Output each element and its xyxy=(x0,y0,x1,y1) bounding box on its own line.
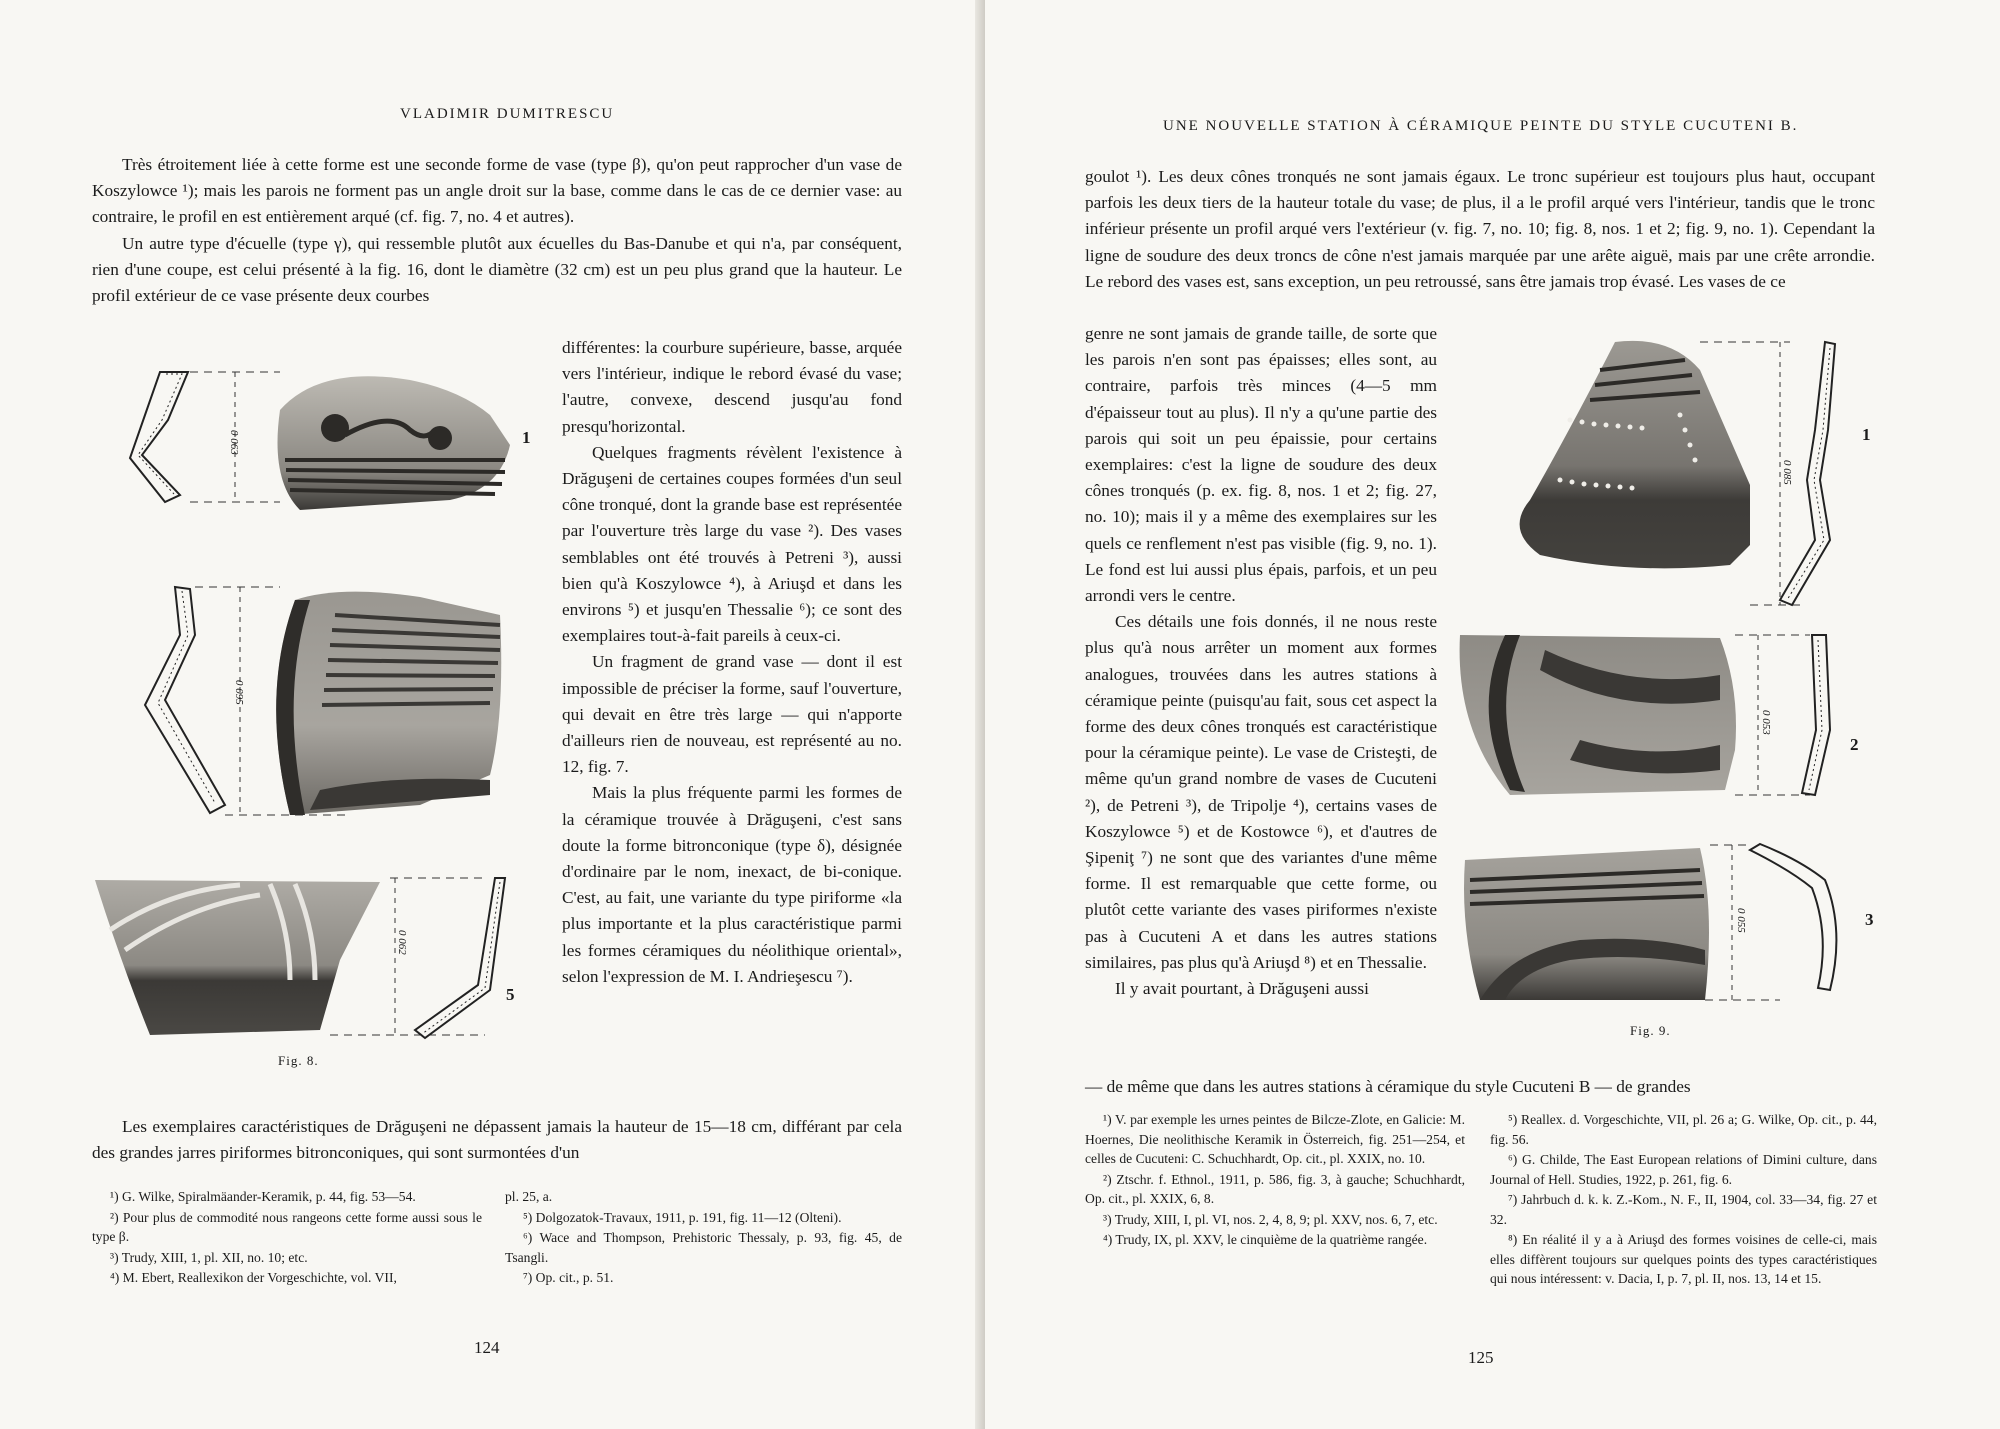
body-text-column xyxy=(562,335,902,990)
footnote: ²) Ztschr. f. Ethnol., 1911, p. 586, fig. 3, à gauche; Schuchhardt, Op. cit., pl. XXIX, 6, 8. xyxy=(1085,1171,1465,1206)
footnote: ⁴) M. Ebert, Reallexikon der Vorgeschichte, vol. VII, xyxy=(110,1270,397,1285)
paragraph: Un fragment de grand vase — dont il est impossible de préciser la forme, sauf l'ouverture, qui devait en être très large — qui n'apporte d'ailleurs rien de nouveau, est représenté au no. 12, fig. 7. xyxy=(562,652,902,777)
footnote: ¹) G. Wilke, Spiralmäander-Keramik, p. 44, fig. 53—54. xyxy=(110,1189,416,1204)
footnote: ⁸) En réalité il y a à Ariuşd des formes voisines de celle-ci, mais elles diffèrent toujours sur quelques points des types caractéristiques qui nous intéressent: v. Dacia, I, p. 7, pl. II, nos. 13, 14 et 15. xyxy=(1490,1232,1877,1286)
sherd-3-drawing xyxy=(1450,840,1890,1020)
sherd-2-drawing xyxy=(90,575,520,830)
footnotes-col-1 xyxy=(1085,1110,1465,1251)
paragraph: Mais la plus fréquente parmi les formes de la céramique trouvée à Drăguşeni, c'est sans doute la forme bitronconique (type δ), désignée d'ordinaire par le nom, inexact, de bi-conique. C'est, au fait, une variante du type piriforme «la plus importante et la plus caractéristique parmi les formes céramiques du néolithique oriental», selon l'expression de M. I. Andrieşescu ⁷). xyxy=(562,783,902,986)
body-text-top xyxy=(92,152,902,309)
running-head: VLADIMIR DUMITRESCU xyxy=(400,106,615,122)
footnote: ²) Pour plus de commodité nous rangeons cette forme aussi sous le type β. xyxy=(92,1209,482,1244)
dimension-label: 0 085 xyxy=(1781,460,1793,485)
sherd-1-drawing xyxy=(90,360,520,525)
paragraph: Quelques fragments révèlent l'existence à Drăguşeni de certaines coupes formées d'un seul cône tronqué, dont la grande base est représentée par l'ouverture très large du vase ²). Des vases semblables ont été trouvés à Petreni ³), aussi bien qu'à Koszylowce ⁴), à Ariuşd et dans les environs ⁵) et jusqu'en Thessalie ⁶); ce sont des exemplaires tout-à-fait pareils à ceux-ci. xyxy=(562,442,902,646)
body-text-top xyxy=(1085,164,1875,295)
sherd-1-drawing xyxy=(1450,330,1890,620)
footnote: ⁷) Op. cit., p. 51. xyxy=(523,1270,614,1285)
figure-number: 2 xyxy=(1850,735,1859,754)
footnote: ⁷) Jahrbuch d. k. k. Z.-Kom., N. F., II, 1904, col. 33—34, fig. 27 et 32. xyxy=(1490,1192,1877,1227)
figure-9 xyxy=(1450,330,1890,1050)
footnote: pl. 25, a. xyxy=(505,1189,553,1204)
sherd-5-drawing xyxy=(90,870,520,1050)
paragraph: Très étroitement liée à cette forme est une seconde forme de vase (type β), qu'on peut rapprocher d'un vase de Koszylowce ¹); mais les parois ne forment pas un angle droit sur la base, comme dans le cas de ce dernier vase: au contraire, le profil en est entièrement arqué (cf. fig. 7, no. 4 et autres). xyxy=(92,155,902,227)
page-number: 125 xyxy=(1468,1348,1494,1367)
dimension-label: 0 055 xyxy=(1735,908,1747,933)
figure-number: 3 xyxy=(1865,910,1874,929)
figure-number: 1 xyxy=(1862,425,1871,444)
footnote: ⁵) Reallex. d. Vorgeschichte, VII, pl. 26 a; G. Wilke, Op. cit., p. 44, fig. 56. xyxy=(1490,1112,1877,1147)
dimension-label: 0 063 xyxy=(228,430,240,455)
figure-number: 1 xyxy=(522,428,531,447)
footnotes-col-2 xyxy=(1490,1110,1877,1290)
dimension-label: 0 095 xyxy=(233,680,245,705)
paragraph: — de même que dans les autres stations à céramique du style Cucuteni B — de grandes xyxy=(1085,1077,1691,1096)
footnote: ³) Trudy, XIII, I, pl. VI, nos. 2, 4, 8, 9; pl. XXV, nos. 6, 7, etc. xyxy=(1103,1211,1438,1227)
footnotes-col-2 xyxy=(505,1187,902,1289)
figure-caption: Fig. 8. xyxy=(278,1053,319,1068)
footnote: ⁶) Wace and Thompson, Prehistoric Thessaly, p. 93, fig. 45, de Tsangli. xyxy=(505,1230,902,1265)
figure-caption: Fig. 9. xyxy=(1630,1023,1671,1038)
sherd-2-drawing xyxy=(1450,630,1890,810)
footnote: ³) Trudy, XIII, 1, pl. XII, no. 10; etc. xyxy=(110,1249,308,1265)
paragraph: genre ne sont jamais de grande taille, de sorte que les parois n'en sont pas épaisses; elles sont, au contraire, parfois très minces (4—5 mm d'épaisseur tout au plus). Il n'y a qu'une partie des parois qui soit un peu épaissie, pour certains exemplaires: c'est la ligne de soudure des deux cônes tronqués (p. ex. fig. 8, nos. 1 et 2; fig. 27, no. 10); mais il y a même des exemplaires sur les quels ce renflement n'est pas visible (fig. 9, no. 1). Le fond est lui aussi plus épais, parfois, et un peu arrondi vers le centre. xyxy=(1085,324,1437,606)
footnote: ⁴) Trudy, IX, pl. XXV, le cinquième de la quatrième rangée. xyxy=(1103,1232,1428,1247)
body-text-bottom xyxy=(1085,1074,1875,1100)
footnote: ¹) V. par exemple les urnes peintes de Bilcze-Zlote, en Galicie: M. Hoernes, Die neolithische Keramik in Österreich, fig. 251—254, et celles de Cucuteni: C. Schuchhardt, Op. cit., pl. XXIX, no. 10. xyxy=(1085,1112,1465,1166)
left-page xyxy=(0,0,985,1429)
body-text-column xyxy=(1085,321,1437,1002)
footnotes-col-1 xyxy=(92,1187,482,1289)
right-page xyxy=(985,0,2000,1429)
page-number: 124 xyxy=(474,1338,500,1357)
figure-number: 5 xyxy=(506,985,515,1004)
paragraph: Il y avait pourtant, à Drăguşeni aussi xyxy=(1115,979,1369,999)
footnote: ⁶) G. Childe, The East European relations of Dimini culture, dans Journal of Hell. Studies, 1922, p. 261, fig. 6. xyxy=(1490,1152,1877,1187)
paragraph: Un autre type d'écuelle (type γ), qui ressemble plutôt aux écuelles du Bas-Danube et qui n'a, par conséquent, rien d'une coupe, est celui présenté à la fig. 16, dont le diamètre (32 cm) est un peu plus grand que la hauteur. Le profil extérieur de ce vase présente deux courbes xyxy=(92,233,902,306)
paragraph: Les exemplaires caractéristiques de Drăguşeni ne dépassent jamais la hauteur de 15—18 cm, différant par cela des grandes jarres piriformes bitronconiques, qui sont surmontées d'un xyxy=(92,1117,902,1163)
footnote: ⁵) Dolgozatok-Travaux, 1911, p. 191, fig. 11—12 (Olteni). xyxy=(523,1209,842,1225)
paragraph: Ces détails une fois donnés, il ne nous reste plus qu'à nous arrêter un moment aux formes analogues, trouvées dans les autres stations à céramique peinte (puisqu'au fait, sous cet aspect la forme des deux cônes tronqués est caractéristique pour la céramique peinte). Le vase de Cristeşti, de même qu'un grand nombre de vases de Cucuteni ²), de Petreni ³), de Tripolje ⁴), certains vases de Koszylowce ⁵) et de Kostowce ⁶), et d'autres de Şipeniţ ⁷) ne sont que des variantes d'une même forme. Il est remarquable que cette forme, ou plutôt cette variante des vases piriformes n'existe pas à Cucuteni A et dans les autres stations similaires, pas plus qu'à Ariuşd ⁸) et en Thessalie. xyxy=(1085,612,1437,972)
dimension-label: 0 062 xyxy=(396,930,408,955)
dimension-label: 0 053 xyxy=(1760,710,1772,735)
paragraph: goulot ¹). Les deux cônes tronqués ne sont jamais égaux. Le tronc supérieur est toujours plus haut, occupant parfois les deux tiers de la hauteur totale du vase; de plus, il a le profil arqué vers l'intérieur, tandis que le tronc inférieur présente un profil arqué vers l'extérieur (v. fig. 7, no. 10; fig. 8, nos. 1 et 2; fig. 9, no. 1). Cependant la ligne de soudure des deux troncs de cône n'est jamais marquée par une arête aiguë, mais par une crête arrondie. Le rebord des vases est, sans exception, un peu retroussé, sans être jamais trop évasé. Les vases de ce xyxy=(1085,167,1875,291)
body-text-bottom xyxy=(92,1114,902,1166)
paragraph: différentes: la courbure supérieure, basse, arquée vers l'intérieur, indique le rebord évasé du vase; l'autre, convexe, descend jusqu'au fond presqu'horizontal. xyxy=(562,338,902,436)
figure-8 xyxy=(90,345,555,1068)
running-head: UNE NOUVELLE STATION À CÉRAMIQUE PEINTE DU STYLE CUCUTENI B. xyxy=(1163,118,1799,134)
footnote-rule xyxy=(92,1170,902,1171)
